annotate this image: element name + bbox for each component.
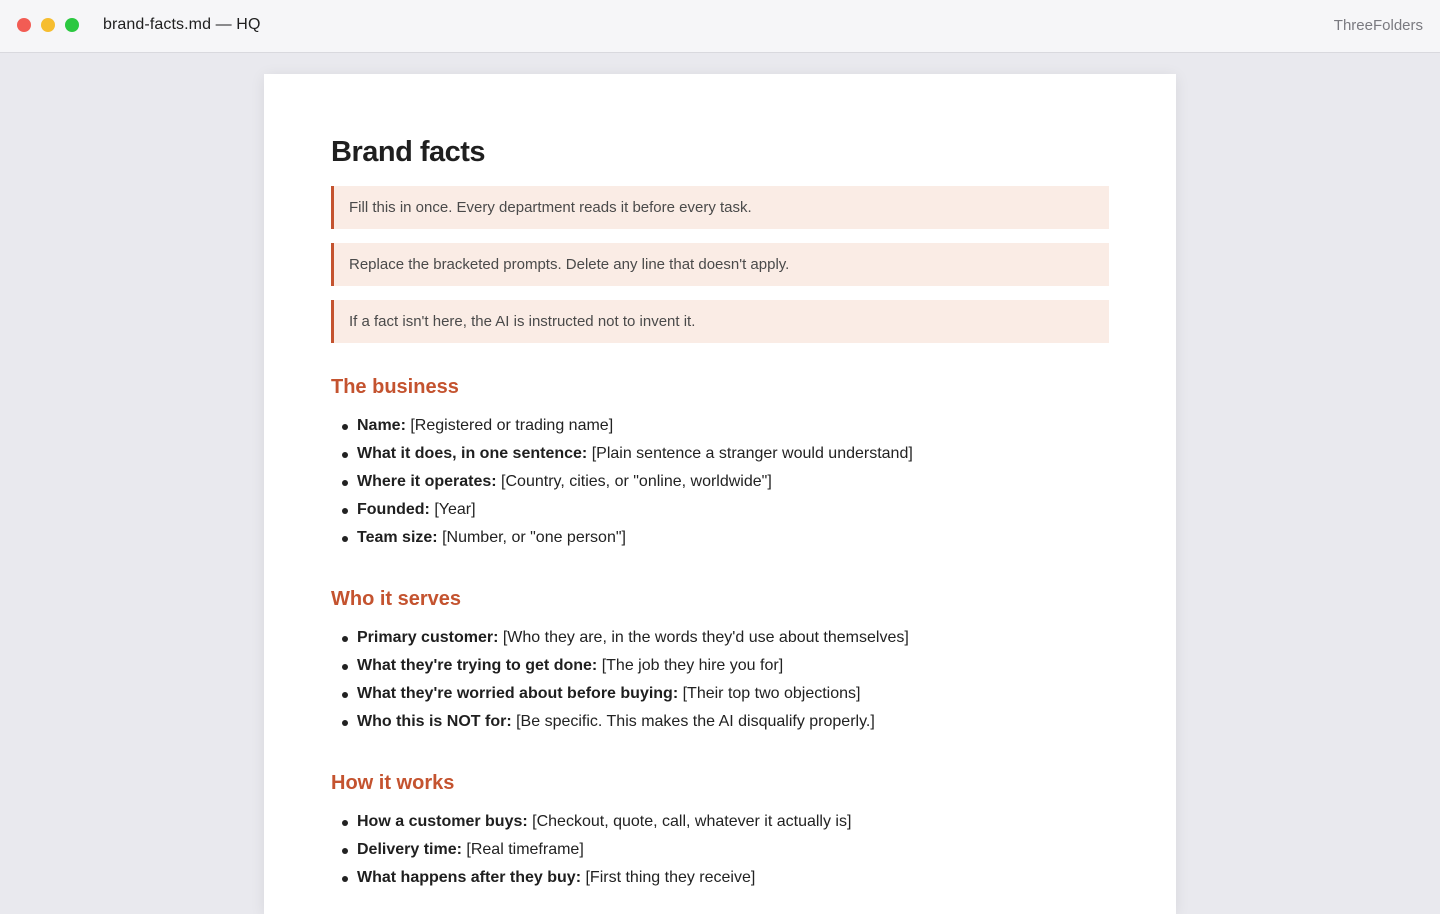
callout-note: Fill this in once. Every department reads it before every task. — [331, 186, 1109, 229]
window-titlebar — [0, 0, 1440, 53]
callout-note: Replace the bracketed prompts. Delete any line that doesn't apply. — [331, 243, 1109, 286]
field-key: What happens after they buy: — [357, 869, 582, 886]
section-heading-how-it-works: How it works — [331, 772, 455, 794]
field-prompt: [Year] — [434, 501, 476, 518]
field-key: How a customer buys: — [357, 813, 528, 830]
minimize-window-button[interactable] — [41, 18, 55, 32]
field-key: Founded: — [357, 501, 430, 518]
field-key: What they're worried about before buying: — [357, 685, 679, 702]
document-page[interactable] — [264, 74, 1176, 914]
field-prompt: [Country, cities, or "online, worldwide"] — [501, 473, 772, 490]
field-key: Team size: — [357, 529, 438, 546]
field-key: Delivery time: — [357, 841, 462, 858]
list-item — [340, 496, 1109, 524]
page-title: Brand facts — [331, 136, 486, 168]
field-key: Where it operates: — [357, 473, 497, 490]
list-item — [340, 412, 1109, 440]
list-item — [340, 468, 1109, 496]
list-item — [340, 440, 1109, 468]
field-prompt: [Plain sentence a stranger would understand] — [591, 445, 913, 462]
field-prompt: [First thing they receive] — [585, 869, 756, 886]
list-item — [340, 864, 1109, 892]
section-heading-the-business: The business — [331, 376, 459, 398]
field-prompt: [Checkout, quote, call, whatever it actually is] — [532, 813, 852, 830]
field-prompt: [Be specific. This makes the AI disqualify properly.] — [516, 713, 875, 730]
list-item — [340, 708, 1109, 736]
field-list — [331, 624, 1109, 736]
field-key: Who this is NOT for: — [357, 713, 512, 730]
list-item — [340, 624, 1109, 652]
section-heading-who-it-serves: Who it serves — [331, 588, 462, 610]
field-prompt: [Number, or "one person"] — [442, 529, 626, 546]
field-list — [331, 808, 1109, 892]
field-list — [331, 412, 1109, 552]
field-key: What they're trying to get done: — [357, 657, 598, 674]
document-content — [331, 132, 1109, 892]
zoom-window-button[interactable] — [65, 18, 79, 32]
field-prompt: [Their top two objections] — [682, 685, 861, 702]
field-prompt: [Registered or trading name] — [410, 417, 614, 434]
field-key: Name: — [357, 417, 406, 434]
list-item — [340, 808, 1109, 836]
field-key: Primary customer: — [357, 629, 499, 646]
list-item — [340, 524, 1109, 552]
field-prompt: [Real timeframe] — [466, 841, 584, 858]
list-item — [340, 652, 1109, 680]
close-window-button[interactable] — [17, 18, 31, 32]
window-title: brand-facts.md — HQ — [103, 16, 261, 33]
field-key: What it does, in one sentence: — [357, 445, 588, 462]
list-item — [340, 836, 1109, 864]
field-prompt: [Who they are, in the words they'd use about themselves] — [502, 629, 909, 646]
field-prompt: [The job they hire you for] — [601, 657, 784, 674]
app-name: ThreeFolders — [1333, 17, 1423, 34]
callout-note: If a fact isn't here, the AI is instructed not to invent it. — [331, 300, 1109, 343]
list-item — [340, 680, 1109, 708]
